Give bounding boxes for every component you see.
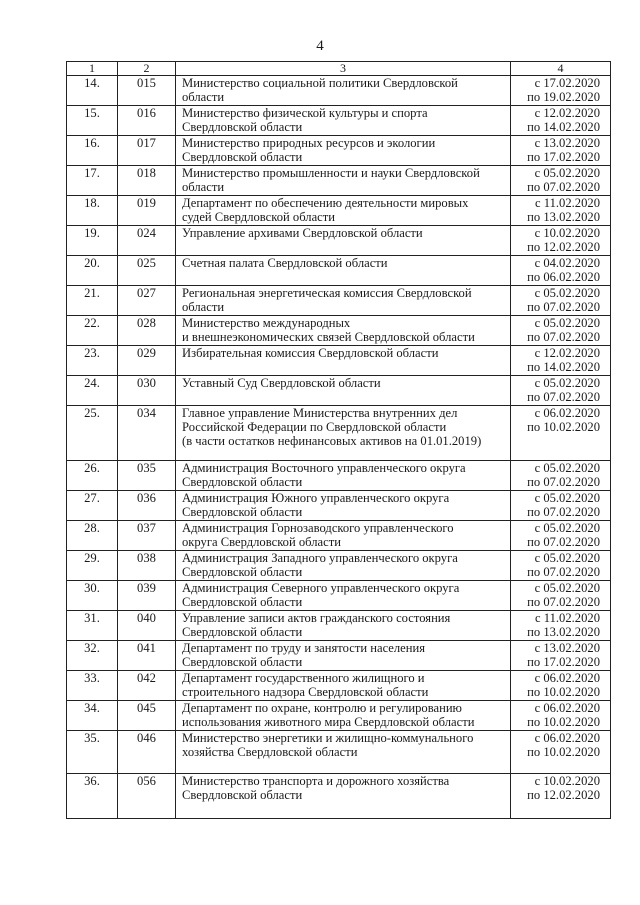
table-row bbox=[67, 316, 611, 346]
row-organization-name bbox=[176, 641, 511, 671]
period-to: по 13.02.2020 bbox=[527, 210, 600, 224]
organization-name-line: Уставный Суд Свердловской области bbox=[182, 376, 381, 390]
period-to: по 07.02.2020 bbox=[527, 535, 600, 549]
row-organization-name bbox=[176, 346, 511, 376]
row-number: 33. bbox=[67, 671, 118, 701]
row-organization-name bbox=[176, 461, 511, 491]
row-code: 030 bbox=[118, 376, 176, 406]
row-period bbox=[511, 256, 611, 286]
table-row bbox=[67, 106, 611, 136]
table-body bbox=[67, 76, 611, 819]
row-period bbox=[511, 581, 611, 611]
organization-name-line: Региональная энергетическая комиссия Свердловской bbox=[182, 286, 472, 300]
period-to: по 07.02.2020 bbox=[527, 300, 600, 314]
row-number: 21. bbox=[67, 286, 118, 316]
row-number: 30. bbox=[67, 581, 118, 611]
period-from: с 04.02.2020 bbox=[534, 256, 600, 270]
schedule-table bbox=[66, 61, 611, 819]
row-code: 036 bbox=[118, 491, 176, 521]
organization-name-line: (в части остатков нефинансовых активов на 01.01.2019) bbox=[182, 434, 482, 448]
organization-name-line: Управление архивами Свердловской области bbox=[182, 226, 423, 240]
period-to: по 06.02.2020 bbox=[527, 270, 600, 284]
row-organization-name bbox=[176, 611, 511, 641]
row-organization-name bbox=[176, 376, 511, 406]
organization-name-line: Свердловской области bbox=[182, 788, 303, 802]
organization-name-line: Департамент по обеспечению деятельности мировых bbox=[182, 196, 469, 210]
row-number: 26. bbox=[67, 461, 118, 491]
row-code: 016 bbox=[118, 106, 176, 136]
period-to: по 12.02.2020 bbox=[527, 240, 600, 254]
row-period bbox=[511, 376, 611, 406]
organization-name-line: Министерство социальной политики Свердловской bbox=[182, 76, 458, 90]
organization-name-line: Избирательная комиссия Свердловской области bbox=[182, 346, 439, 360]
row-organization-name bbox=[176, 774, 511, 819]
organization-name-line: Свердловской области bbox=[182, 655, 303, 669]
period-from: с 05.02.2020 bbox=[534, 461, 600, 475]
row-period bbox=[511, 611, 611, 641]
table-row bbox=[67, 196, 611, 226]
table-row bbox=[67, 256, 611, 286]
column-header-2: 2 bbox=[118, 62, 176, 76]
period-to: по 19.02.2020 bbox=[527, 90, 600, 104]
row-number: 18. bbox=[67, 196, 118, 226]
row-organization-name bbox=[176, 256, 511, 286]
row-organization-name bbox=[176, 731, 511, 774]
row-period bbox=[511, 671, 611, 701]
column-header-1: 1 bbox=[67, 62, 118, 76]
organization-name-line: Свердловской области bbox=[182, 625, 303, 639]
row-organization-name bbox=[176, 406, 511, 461]
organization-name-line: Администрация Южного управленческого округа bbox=[182, 491, 450, 505]
organization-name-line: и внешнеэкономических связей Свердловской области bbox=[182, 330, 475, 344]
organization-name-line: области bbox=[182, 180, 225, 194]
row-number: 22. bbox=[67, 316, 118, 346]
row-organization-name bbox=[176, 106, 511, 136]
row-number: 32. bbox=[67, 641, 118, 671]
period-from: с 05.02.2020 bbox=[534, 376, 600, 390]
table-row bbox=[67, 731, 611, 774]
row-code: 045 bbox=[118, 701, 176, 731]
row-period bbox=[511, 286, 611, 316]
row-number: 25. bbox=[67, 406, 118, 461]
row-period bbox=[511, 346, 611, 376]
row-organization-name bbox=[176, 701, 511, 731]
table-row bbox=[67, 76, 611, 106]
row-period bbox=[511, 731, 611, 774]
table-row bbox=[67, 376, 611, 406]
organization-name-line: Свердловской области bbox=[182, 475, 303, 489]
table-row bbox=[67, 226, 611, 256]
row-number: 24. bbox=[67, 376, 118, 406]
period-to: по 07.02.2020 bbox=[527, 390, 600, 404]
row-period bbox=[511, 166, 611, 196]
period-from: с 12.02.2020 bbox=[534, 346, 600, 360]
row-period bbox=[511, 196, 611, 226]
row-code: 056 bbox=[118, 774, 176, 819]
period-to: по 07.02.2020 bbox=[527, 505, 600, 519]
period-from: с 17.02.2020 bbox=[534, 76, 600, 90]
period-from: с 11.02.2020 bbox=[535, 611, 600, 625]
row-number: 15. bbox=[67, 106, 118, 136]
row-number: 35. bbox=[67, 731, 118, 774]
row-number: 28. bbox=[67, 521, 118, 551]
organization-name-line: Российской Федерации по Свердловской области bbox=[182, 420, 447, 434]
period-to: по 17.02.2020 bbox=[527, 150, 600, 164]
period-from: с 13.02.2020 bbox=[534, 641, 600, 655]
row-period bbox=[511, 76, 611, 106]
organization-name-line: Департамент по охране, контролю и регулированию bbox=[182, 701, 462, 715]
row-organization-name bbox=[176, 76, 511, 106]
table-row bbox=[67, 166, 611, 196]
row-organization-name bbox=[176, 166, 511, 196]
row-code: 040 bbox=[118, 611, 176, 641]
period-to: по 07.02.2020 bbox=[527, 330, 600, 344]
period-to: по 14.02.2020 bbox=[527, 120, 600, 134]
period-to: по 17.02.2020 bbox=[527, 655, 600, 669]
organization-name-line: Министерство транспорта и дорожного хозяйства bbox=[182, 774, 450, 788]
row-code: 024 bbox=[118, 226, 176, 256]
organization-name-line: Администрация Восточного управленческого округа bbox=[182, 461, 466, 475]
row-code: 028 bbox=[118, 316, 176, 346]
organization-name-line: Свердловской области bbox=[182, 595, 303, 609]
organization-name-line: Департамент по труду и занятости населения bbox=[182, 641, 426, 655]
row-period bbox=[511, 226, 611, 256]
organization-name-line: Министерство энергетики и жилищно-коммунального bbox=[182, 731, 474, 745]
organization-name-line: Администрация Горнозаводского управленческого bbox=[182, 521, 454, 535]
row-organization-name bbox=[176, 136, 511, 166]
organization-name-line: Свердловской области bbox=[182, 150, 303, 164]
period-to: по 07.02.2020 bbox=[527, 595, 600, 609]
period-from: с 05.02.2020 bbox=[534, 166, 600, 180]
organization-name-line: Министерство природных ресурсов и экологии bbox=[182, 136, 436, 150]
row-period bbox=[511, 106, 611, 136]
row-code: 018 bbox=[118, 166, 176, 196]
row-period bbox=[511, 641, 611, 671]
row-code: 027 bbox=[118, 286, 176, 316]
row-code: 029 bbox=[118, 346, 176, 376]
row-code: 046 bbox=[118, 731, 176, 774]
organization-name-line: области bbox=[182, 300, 225, 314]
organization-name-line: Администрация Западного управленческого округа bbox=[182, 551, 458, 565]
period-from: с 05.02.2020 bbox=[534, 491, 600, 505]
row-organization-name bbox=[176, 581, 511, 611]
column-header-4: 4 bbox=[511, 62, 611, 76]
period-to: по 07.02.2020 bbox=[527, 475, 600, 489]
row-code: 035 bbox=[118, 461, 176, 491]
period-to: по 10.02.2020 bbox=[527, 745, 600, 759]
row-code: 042 bbox=[118, 671, 176, 701]
organization-name-line: Главное управление Министерства внутренних дел bbox=[182, 406, 458, 420]
table-row bbox=[67, 774, 611, 819]
organization-name-line: Счетная палата Свердловской области bbox=[182, 256, 388, 270]
table-row bbox=[67, 286, 611, 316]
row-organization-name bbox=[176, 491, 511, 521]
row-code: 025 bbox=[118, 256, 176, 286]
row-number: 17. bbox=[67, 166, 118, 196]
period-to: по 10.02.2020 bbox=[527, 715, 600, 729]
table-row bbox=[67, 611, 611, 641]
period-from: с 13.02.2020 bbox=[534, 136, 600, 150]
organization-name-line: строительного надзора Свердловской области bbox=[182, 685, 429, 699]
period-from: с 06.02.2020 bbox=[534, 671, 600, 685]
row-code: 017 bbox=[118, 136, 176, 166]
period-to: по 10.02.2020 bbox=[527, 685, 600, 699]
column-header-3: 3 bbox=[176, 62, 511, 76]
row-period bbox=[511, 551, 611, 581]
row-code: 034 bbox=[118, 406, 176, 461]
page-number: 4 bbox=[316, 38, 324, 54]
table-row bbox=[67, 406, 611, 461]
period-from: с 10.02.2020 bbox=[534, 774, 600, 788]
row-organization-name bbox=[176, 521, 511, 551]
organization-name-line: Министерство промышленности и науки Свердловской bbox=[182, 166, 480, 180]
period-from: с 05.02.2020 bbox=[534, 521, 600, 535]
period-from: с 05.02.2020 bbox=[534, 316, 600, 330]
row-number: 31. bbox=[67, 611, 118, 641]
period-from: с 05.02.2020 bbox=[534, 551, 600, 565]
table-header-row bbox=[67, 62, 611, 76]
table-row bbox=[67, 136, 611, 166]
period-from: с 11.02.2020 bbox=[535, 196, 600, 210]
row-period bbox=[511, 701, 611, 731]
period-from: с 12.02.2020 bbox=[534, 106, 600, 120]
table-row bbox=[67, 551, 611, 581]
organization-name-line: Свердловской области bbox=[182, 505, 303, 519]
period-from: с 06.02.2020 bbox=[534, 406, 600, 420]
table-row bbox=[67, 521, 611, 551]
row-period bbox=[511, 136, 611, 166]
period-to: по 12.02.2020 bbox=[527, 788, 600, 802]
row-number: 16. bbox=[67, 136, 118, 166]
row-number: 23. bbox=[67, 346, 118, 376]
row-period bbox=[511, 491, 611, 521]
table-row bbox=[67, 461, 611, 491]
row-code: 038 bbox=[118, 551, 176, 581]
table-row bbox=[67, 581, 611, 611]
row-organization-name bbox=[176, 286, 511, 316]
table-row bbox=[67, 491, 611, 521]
row-code: 039 bbox=[118, 581, 176, 611]
organization-name-line: Свердловской области bbox=[182, 565, 303, 579]
period-to: по 14.02.2020 bbox=[527, 360, 600, 374]
row-period bbox=[511, 406, 611, 461]
period-from: с 05.02.2020 bbox=[534, 581, 600, 595]
organization-name-line: округа Свердловской области bbox=[182, 535, 341, 549]
organization-name-line: Администрация Северного управленческого округа bbox=[182, 581, 460, 595]
table-row bbox=[67, 641, 611, 671]
period-from: с 05.02.2020 bbox=[534, 286, 600, 300]
period-to: по 07.02.2020 bbox=[527, 565, 600, 579]
period-to: по 13.02.2020 bbox=[527, 625, 600, 639]
row-number: 36. bbox=[67, 774, 118, 819]
period-from: с 06.02.2020 bbox=[534, 731, 600, 745]
row-organization-name bbox=[176, 551, 511, 581]
organization-name-line: использования животного мира Свердловской области bbox=[182, 715, 475, 729]
row-organization-name bbox=[176, 196, 511, 226]
period-from: с 10.02.2020 bbox=[534, 226, 600, 240]
row-organization-name bbox=[176, 226, 511, 256]
row-number: 29. bbox=[67, 551, 118, 581]
row-number: 14. bbox=[67, 76, 118, 106]
organization-name-line: судей Свердловской области bbox=[182, 210, 336, 224]
row-number: 19. bbox=[67, 226, 118, 256]
table-row bbox=[67, 701, 611, 731]
row-code: 019 bbox=[118, 196, 176, 226]
period-to: по 07.02.2020 bbox=[527, 180, 600, 194]
period-from: с 06.02.2020 bbox=[534, 701, 600, 715]
organization-name-line: Министерство физической культуры и спорта bbox=[182, 106, 428, 120]
row-period bbox=[511, 461, 611, 491]
row-period bbox=[511, 521, 611, 551]
row-number: 34. bbox=[67, 701, 118, 731]
row-period bbox=[511, 316, 611, 346]
row-code: 041 bbox=[118, 641, 176, 671]
table-row bbox=[67, 671, 611, 701]
row-number: 27. bbox=[67, 491, 118, 521]
organization-name-line: Департамент государственного жилищного и bbox=[182, 671, 425, 685]
period-to: по 10.02.2020 bbox=[527, 420, 600, 434]
row-organization-name bbox=[176, 671, 511, 701]
row-period bbox=[511, 774, 611, 819]
row-number: 20. bbox=[67, 256, 118, 286]
row-code: 015 bbox=[118, 76, 176, 106]
organization-name-line: Управление записи актов гражданского состояния bbox=[182, 611, 451, 625]
row-organization-name bbox=[176, 316, 511, 346]
organization-name-line: хозяйства Свердловской области bbox=[182, 745, 358, 759]
row-code: 037 bbox=[118, 521, 176, 551]
table-row bbox=[67, 346, 611, 376]
organization-name-line: области bbox=[182, 90, 225, 104]
organization-name-line: Свердловской области bbox=[182, 120, 303, 134]
organization-name-line: Министерство международных bbox=[182, 316, 351, 330]
